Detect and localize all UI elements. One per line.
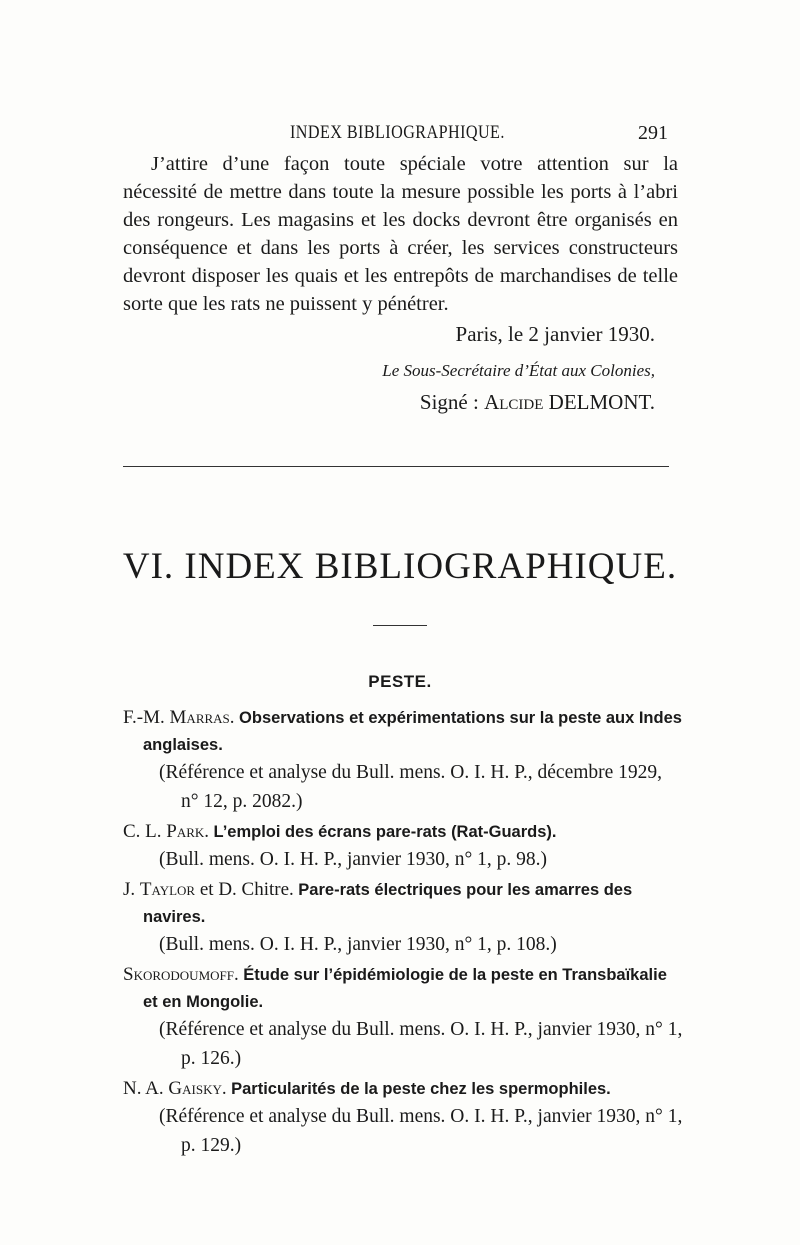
signed-line: [235, 388, 655, 416]
entry-reference: (Référence et analyse du Bull. mens. O. I. H. P., janvier 1930, n° 1, p. 129.): [159, 1106, 683, 1156]
entry-title: L’emploi des écrans pare-rats (Rat-Guards).: [213, 823, 557, 841]
entry-author: [123, 821, 209, 842]
author-prefix: F.-M.: [123, 707, 170, 728]
signed-prefix: Signé :: [419, 390, 485, 414]
author-name: Park.: [166, 821, 210, 842]
entry-reference: (Référence et analyse du Bull. mens. O. I. H. P., décembre 1929, n° 12, p. 2082.): [159, 762, 663, 812]
entry-author: [123, 1078, 227, 1099]
body-paragraph: J’attire d’une façon toute spéciale votre attention sur la nécessité de mettre dans toute la mesure possible les ports à l’abri des rongeurs. Les magasins et les docks devront être organisés en conséquence et dans les ports à créer, les services constructeurs devront disposer les quais et les entrepôts de marchandises de telle sorte que les rats ne puissent y pénétrer.: [123, 153, 678, 315]
entry-heading: [123, 704, 683, 758]
bibliography-list: [123, 704, 683, 1162]
entry-reference: (Bull. mens. O. I. H. P., janvier 1930, n° 1, p. 98.): [159, 849, 548, 870]
title-divider: [373, 625, 427, 626]
author-prefix: J.: [123, 879, 140, 900]
signer-first-name: Alcide: [484, 390, 544, 414]
entry-author: [123, 879, 294, 900]
entry-reference: (Référence et analyse du Bull. mens. O. I. H. P., janvier 1930, n° 1, p. 126.): [159, 1019, 683, 1069]
bibliography-entry: [123, 961, 683, 1073]
page-number: 291: [638, 122, 668, 144]
author-name: Skorodoumoff.: [123, 964, 239, 985]
subsection-title: PESTE.: [368, 672, 432, 691]
page-header: [0, 118, 800, 148]
body-text: [123, 150, 678, 318]
author-name: Taylor: [139, 879, 196, 900]
entry-reference: (Bull. mens. O. I. H. P., janvier 1930, n° 1, p. 108.): [159, 934, 557, 955]
author-prefix: C. L.: [123, 821, 167, 842]
entry-heading: [123, 876, 683, 930]
signature-block: [235, 320, 655, 416]
author-name: Marras.: [169, 707, 235, 728]
author-suffix: et D. Chitre.: [195, 879, 294, 900]
entry-title: Observations et expérimentations sur la peste aux Indes anglaises.: [143, 709, 682, 754]
running-title: INDEX BIBLIOGRAPHIQUE.: [290, 122, 505, 143]
entry-heading: [123, 818, 683, 845]
entry-author: [123, 707, 235, 728]
entry-heading: [123, 961, 683, 1015]
bibliography-entry: [123, 704, 683, 816]
entry-title: Étude sur l’épidémiologie de la peste en Transbaïkalie et en Mongolie.: [143, 966, 667, 1011]
signer-title: Le Sous-Secrétaire d’État aux Colonies,: [382, 361, 655, 380]
section-divider: [123, 466, 669, 467]
bibliography-entry: [123, 1075, 683, 1160]
author-name: Gaisky.: [168, 1078, 227, 1099]
entry-heading: [123, 1075, 683, 1102]
entry-author: [123, 964, 239, 985]
entry-title: Pare-rats électriques pour les amarres des navires.: [143, 881, 633, 926]
bibliography-entry: [123, 818, 683, 874]
place-date: Paris, le 2 janvier 1930.: [455, 322, 655, 346]
section-title: VI. INDEX BIBLIOGRAPHIQUE.: [122, 546, 678, 587]
signer-last-name: DELMONT.: [543, 390, 655, 414]
author-prefix: N. A.: [123, 1078, 169, 1099]
entry-title: Particularités de la peste chez les spermophiles.: [231, 1080, 611, 1098]
bibliography-entry: [123, 876, 683, 959]
